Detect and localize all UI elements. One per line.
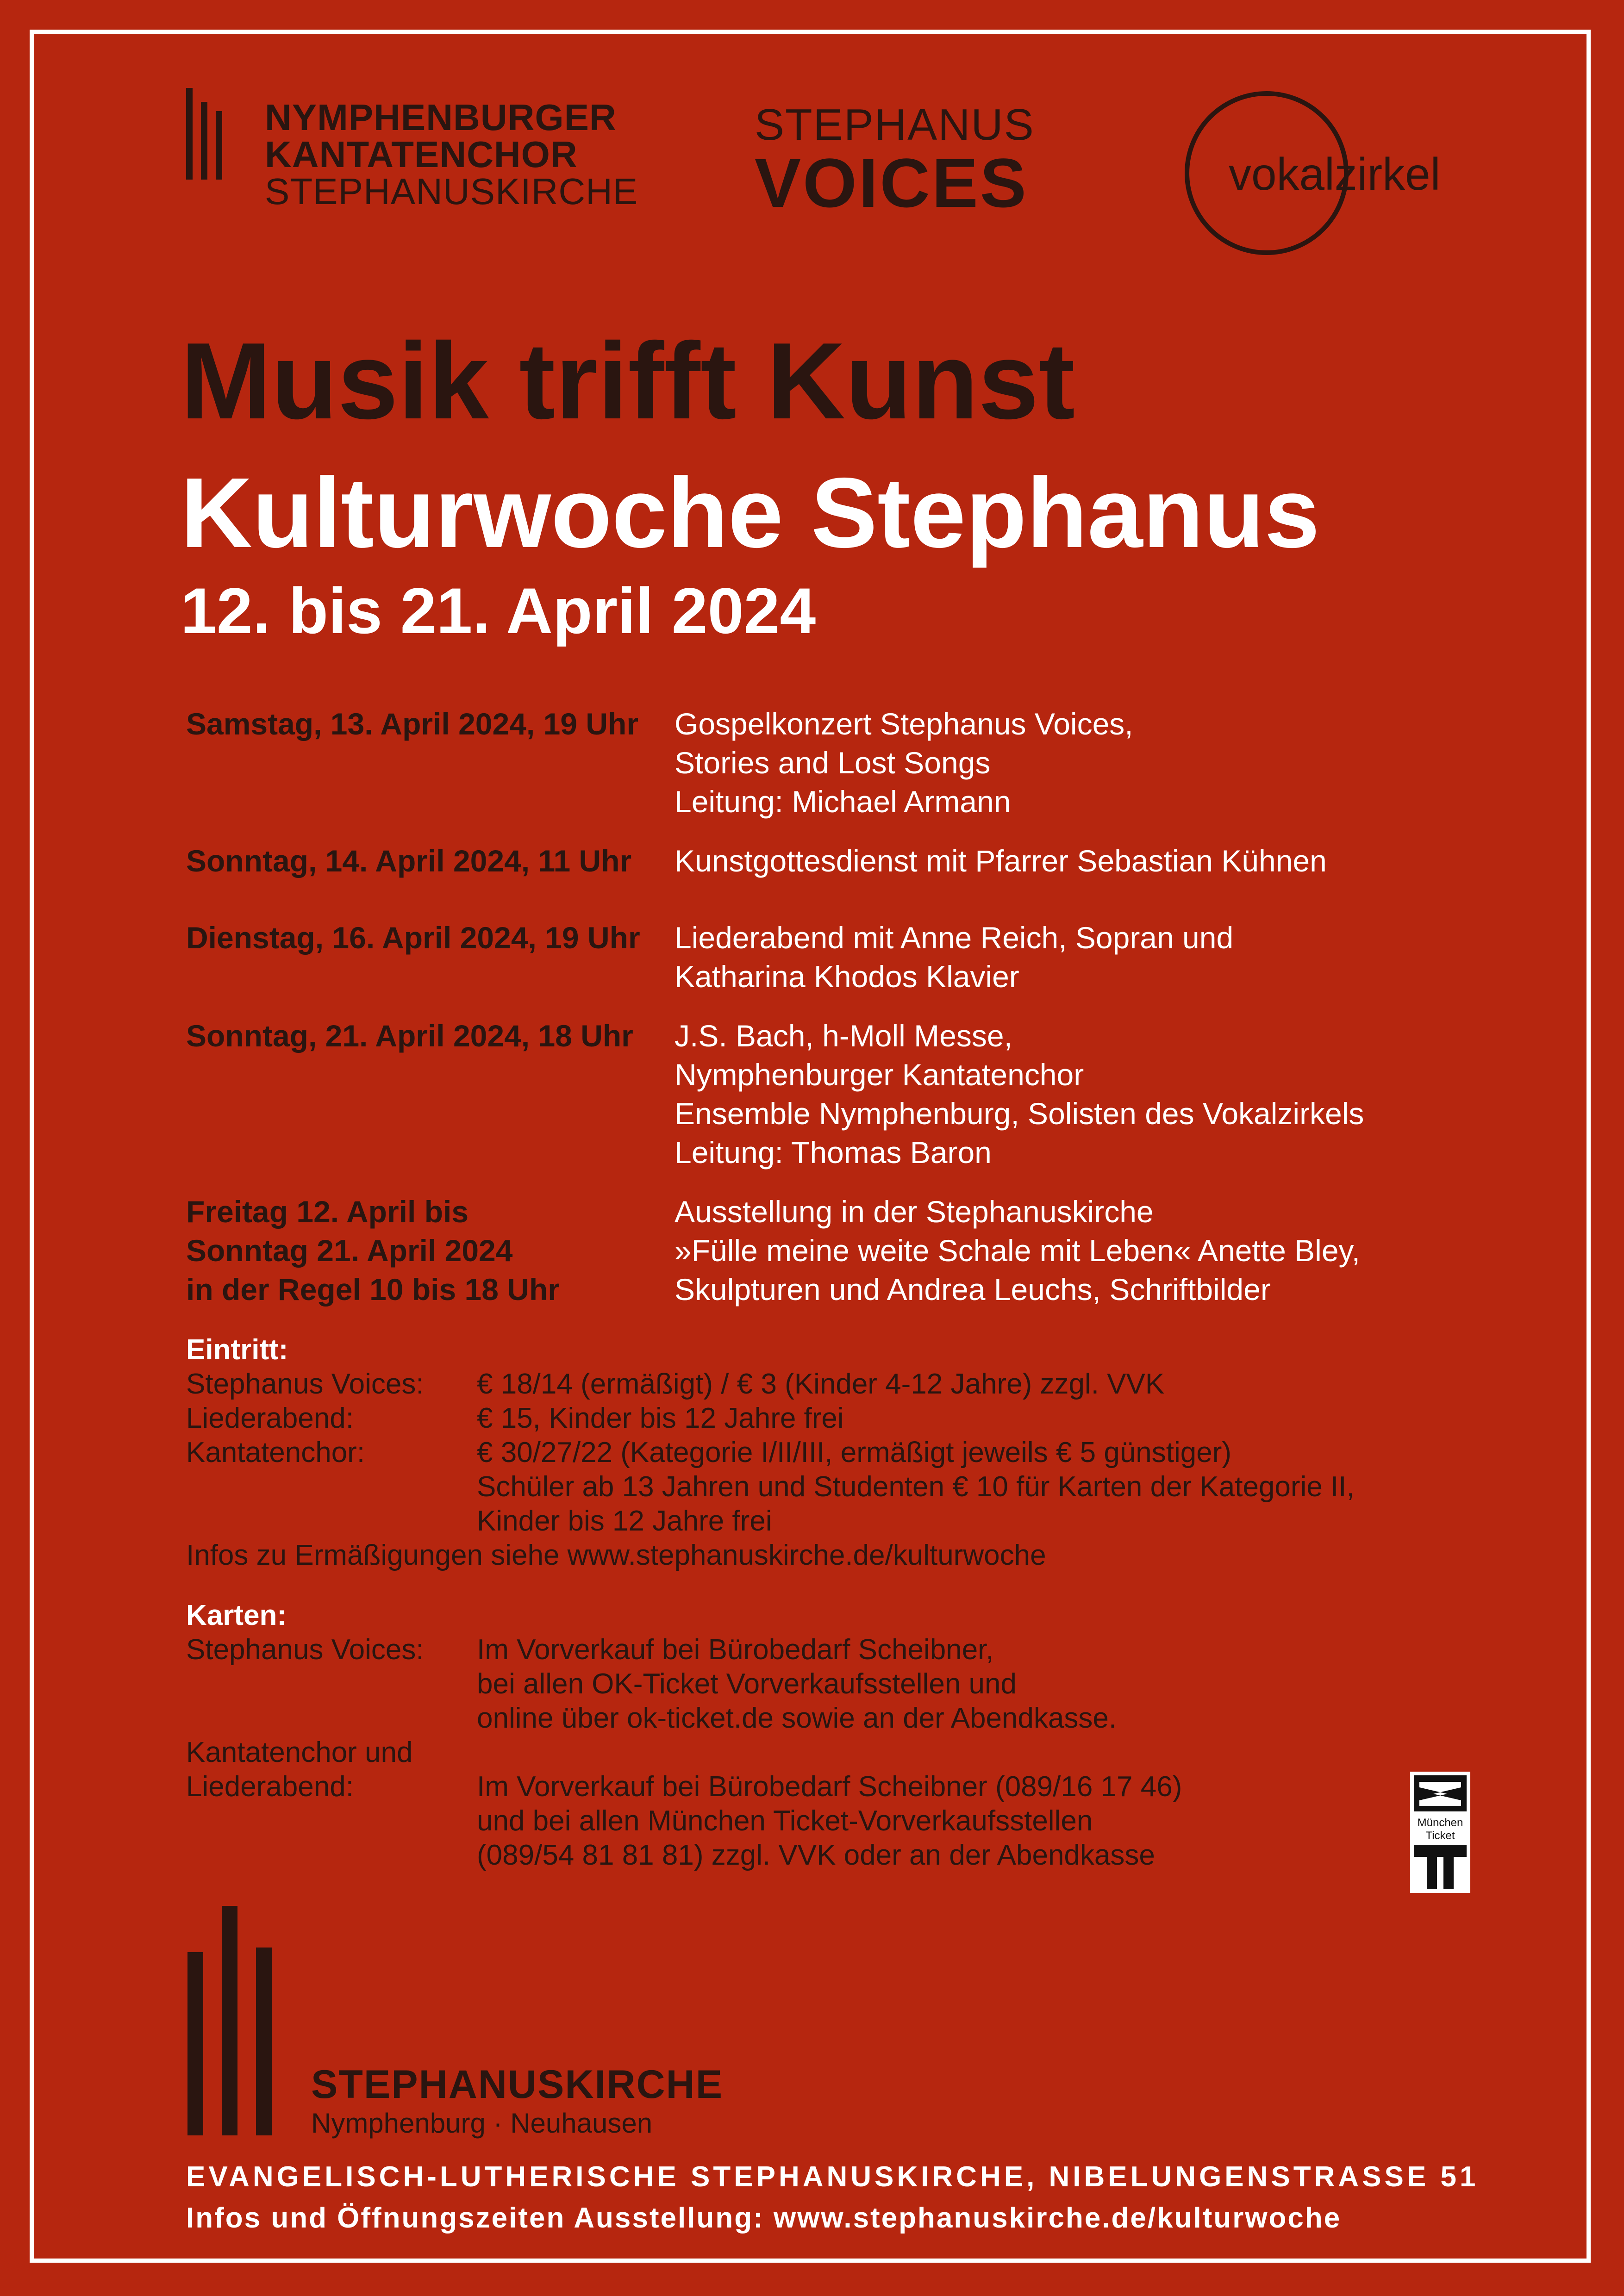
kantatenchor-line2: KANTATENCHOR	[265, 134, 578, 175]
church-name: STEPHANUSKIRCHE	[311, 2062, 724, 2107]
kantatenchor-line3: STEPHANUSKIRCHE	[265, 171, 638, 212]
vokalzirkel-logo-text: vokalzirkel	[1229, 149, 1441, 199]
voices-logo-line2: VOICES	[755, 144, 1028, 222]
price-row: Liederabend: € 15, Kinder bis 12 Jahre frei	[186, 1402, 844, 1434]
event-row	[186, 841, 1482, 880]
event-date: Samstag, 13. April 2024, 19 Uhr	[186, 707, 639, 741]
karten-heading: Karten:	[186, 1599, 287, 1631]
svg-text:Ticket: Ticket	[1425, 1829, 1455, 1842]
event-description: Kunstgottesdienst mit Pfarrer Sebastian Kühnen	[675, 844, 1327, 878]
price-row: Kantatenchor: € 30/27/22 (Kategorie I/II/III, ermäßigt jeweils € 5 günstiger) Schüler ab 13 Jahren und Studenten € 10 für Karten der Kategorie II, Kinder bis 12 Jahre frei	[186, 1437, 1355, 1537]
kantatenchor-logo-text	[265, 99, 638, 210]
event-description: Gospelkonzert Stephanus Voices, Stories and Lost Songs Leitung: Michael Armann	[675, 707, 1133, 819]
ticket-info	[186, 1333, 1482, 1873]
event-row	[186, 1192, 1482, 1309]
event-description: Liederabend mit Anne Reich, Sopran und Katharina Khodos Klavier	[675, 921, 1234, 994]
stephanuskirche-logo-icon	[187, 1906, 272, 2135]
eintritt-heading: Eintritt:	[186, 1334, 288, 1366]
kantatenchor-logo-icon	[186, 88, 222, 180]
poster-title: Musik trifft Kunst	[181, 320, 1075, 442]
poster-subtitle: Kulturwoche Stephanus	[181, 457, 1320, 568]
footer-address: EVANGELISCH-LUTHERISCHE STEPHANUSKIRCHE, NIBELUNGENSTRASSE 51	[186, 2161, 1479, 2193]
event-description: J.S. Bach, h-Moll Messe, Nymphenburger Kantatenchor Ensemble Nymphenburg, Solisten des Vokalzirkels Leitung: Thomas Baron	[675, 1019, 1364, 1170]
discount-note: Infos zu Ermäßigungen siehe www.stephanuskirche.de/kulturwoche	[186, 1539, 1046, 1571]
event-date: Freitag 12. April bis Sonntag 21. April 2024 in der Regel 10 bis 18 Uhr	[186, 1195, 560, 1307]
event-description: Ausstellung in der Stephanuskirche »Fülle meine weite Schale mit Leben« Anette Bley, Skulpturen und Andrea Leuchs, Schriftbilder	[675, 1195, 1360, 1307]
event-date: Dienstag, 16. April 2024, 19 Uhr	[186, 921, 640, 955]
voices-logo-line1: STEPHANUS	[755, 100, 1035, 149]
event-row	[186, 704, 1482, 821]
kantatenchor-line1: NYMPHENBURGER	[265, 97, 617, 138]
event-date: Sonntag, 14. April 2024, 11 Uhr	[186, 844, 632, 878]
svg-text:München: München	[1417, 1817, 1463, 1829]
church-location: Nymphenburg · Neuhausen	[311, 2108, 653, 2139]
event-row	[186, 918, 1482, 996]
muenchen-ticket-logo-icon	[1410, 1772, 1470, 1893]
poster-dates: 12. bis 21. April 2024	[181, 574, 816, 647]
stephanus-voices-logo	[755, 100, 1035, 222]
event-date: Sonntag, 21. April 2024, 18 Uhr	[186, 1019, 633, 1053]
event-row	[186, 1016, 1482, 1172]
footer-info: Infos und Öffnungszeiten Ausstellung: www.stephanuskirche.de/kulturwoche	[186, 2202, 1342, 2234]
ticket-row: Kantatenchor und Liederabend: Im Vorverkauf bei Bürobedarf Scheibner (089/16 17 46) und bei allen München Ticket-Vorverkaufsstellen (089/54 81 81 81) zzgl. VVK oder an der Abendkasse	[186, 1736, 1182, 1871]
price-row: Stephanus Voices: € 18/14 (ermäßigt) / € 3 (Kinder 4-12 Jahre) zzgl. VVK	[186, 1368, 1165, 1400]
event-schedule	[186, 704, 1482, 1309]
ticket-row: Stephanus Voices: Im Vorverkauf bei Bürobedarf Scheibner, bei allen OK-Ticket Vorverkaufsstellen und online über ok-ticket.de sowie an der Abendkasse.	[186, 1634, 1117, 1734]
